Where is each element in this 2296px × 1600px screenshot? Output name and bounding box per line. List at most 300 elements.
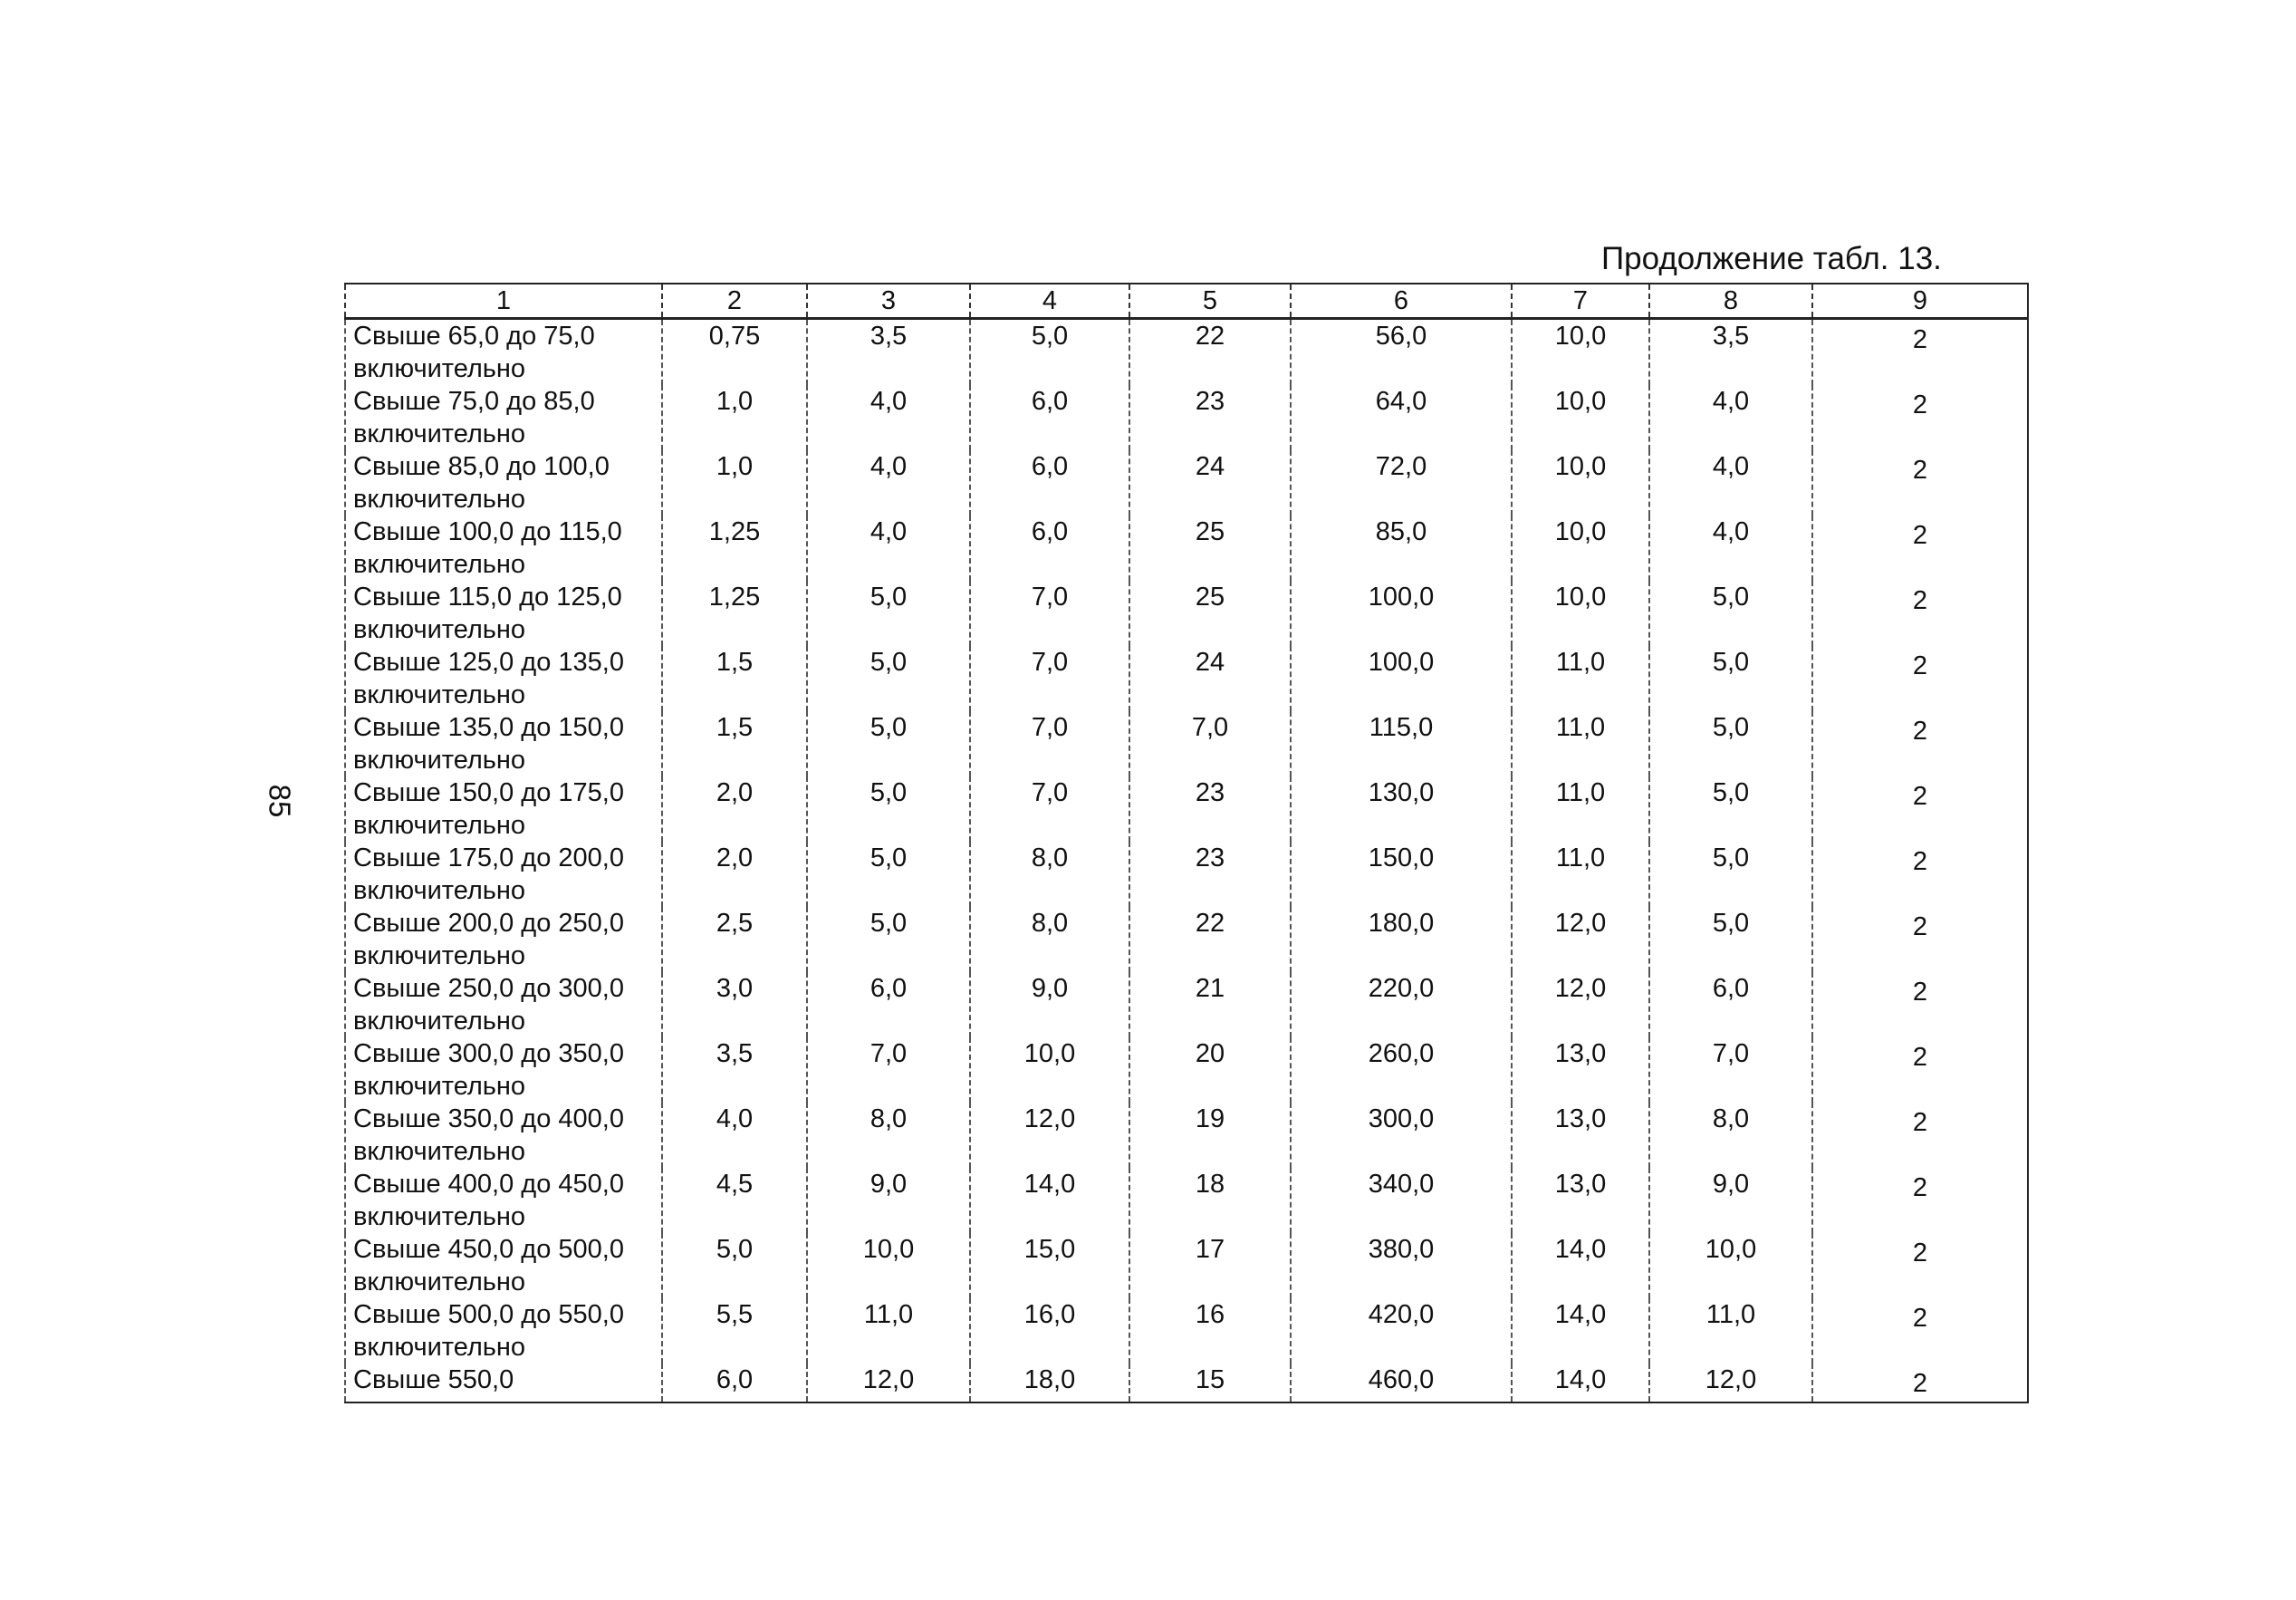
cell-col-8 [1649,1168,1812,1233]
cell-col-3 [807,1298,970,1364]
cell-col-4 [970,1364,1129,1402]
cell-col-3 [807,907,970,972]
cell-value: 85,0 [1375,517,1427,546]
cell-col-4 [970,581,1129,646]
cell-value: 16,0 [1023,1300,1076,1329]
cell-value: 25 [1195,583,1225,612]
cell-col-8 [1649,711,1812,776]
cell-col-7 [1512,1103,1649,1168]
cell-value: 0,75 [708,322,761,351]
cell-value: 4,0 [1712,387,1750,416]
cell-col-2 [662,319,807,386]
cell-col-6 [1291,319,1512,386]
cell-col-4 [970,907,1129,972]
column-header-4: 4 [970,284,1129,319]
cell-value: 16 [1195,1300,1225,1329]
column-header-6: 6 [1291,284,1512,319]
cell-value: 7,0 [1712,1039,1750,1068]
cell-value: 5,0 [869,843,908,872]
cell-col-8 [1649,1103,1812,1168]
cell-col-7 [1512,1037,1649,1103]
cell-col-5 [1129,385,1291,450]
cell-value: 2 [1912,1369,1928,1398]
cell-col-4 [970,711,1129,776]
cell-value: 4,5 [716,1170,754,1199]
cell-col-9 [1812,1298,2028,1364]
cell-value: 8,0 [869,1104,908,1133]
cell-value: 9,0 [1712,1170,1750,1199]
table-row [345,776,2028,842]
cell-value: 4,0 [716,1104,754,1133]
row-label: Свыше 100,0 до 115,0 включительно [345,516,662,581]
cell-col-6 [1291,972,1512,1037]
cell-value: 5,0 [1031,322,1069,351]
cell-value: 15,0 [1023,1235,1076,1264]
row-label: Свыше 250,0 до 300,0 включительно [345,972,662,1037]
table-row [345,319,2028,386]
table-row [345,581,2028,646]
cell-col-5 [1129,907,1291,972]
cell-col-5 [1129,1103,1291,1168]
cell-col-7 [1512,907,1649,972]
row-label: Свыше 115,0 до 125,0 включительно [345,581,662,646]
cell-col-2 [662,972,807,1037]
cell-col-9 [1812,1168,2028,1233]
cell-col-7 [1512,1364,1649,1402]
cell-value: 460,0 [1368,1365,1435,1394]
cell-col-7 [1512,1298,1649,1364]
cell-col-8 [1649,581,1812,646]
cell-col-7 [1512,581,1649,646]
cell-col-8 [1649,972,1812,1037]
cell-col-4 [970,842,1129,907]
row-label: Свыше 125,0 до 135,0 включительно [345,646,662,711]
cell-col-5 [1129,319,1291,386]
cell-value: 12,0 [862,1365,915,1394]
cell-value: 3,5 [1712,322,1750,351]
cell-col-8 [1649,385,1812,450]
table-row [345,385,2028,450]
cell-col-9 [1812,842,2028,907]
cell-col-8 [1649,907,1812,972]
cell-col-8 [1649,1364,1812,1402]
cell-col-4 [970,776,1129,842]
cell-value: 5,0 [1712,583,1750,612]
cell-value: 380,0 [1368,1235,1435,1264]
cell-col-6 [1291,1364,1512,1402]
cell-value: 10,0 [1023,1039,1076,1068]
cell-value: 2,0 [716,843,754,872]
cell-value: 5,0 [1712,909,1750,938]
cell-col-5 [1129,450,1291,516]
table-row [345,1298,2028,1364]
table-row [345,907,2028,972]
cell-col-9 [1812,1103,2028,1168]
header-row [345,284,2028,319]
cell-col-9 [1812,450,2028,516]
cell-value: 12,0 [1554,909,1607,938]
column-header-8: 8 [1649,284,1812,319]
cell-col-6 [1291,1168,1512,1233]
row-label: Свыше 350,0 до 400,0 включительно [345,1103,662,1168]
cell-col-4 [970,319,1129,386]
cell-value: 6,0 [1031,517,1069,546]
page-number: 85 [263,784,297,818]
cell-col-3 [807,319,970,386]
table-row [345,1037,2028,1103]
cell-col-4 [970,450,1129,516]
cell-value: 20 [1195,1039,1225,1068]
cell-col-9 [1812,319,2028,386]
cell-col-7 [1512,319,1649,386]
table-header [345,284,2028,319]
cell-value: 5,5 [716,1300,754,1329]
cell-value: 1,25 [708,583,761,612]
cell-value: 2 [1912,521,1928,550]
cell-col-2 [662,450,807,516]
cell-col-3 [807,646,970,711]
cell-value: 18,0 [1023,1365,1076,1394]
cell-value: 100,0 [1368,583,1435,612]
cell-col-8 [1649,319,1812,386]
cell-col-5 [1129,1364,1291,1402]
cell-col-2 [662,1233,807,1298]
cell-col-2 [662,1364,807,1402]
cell-value: 8,0 [1712,1104,1750,1133]
row-label: Свыше 400,0 до 450,0 включительно [345,1168,662,1233]
cell-value: 2 [1912,847,1928,876]
cell-col-4 [970,385,1129,450]
cell-value: 10,0 [1554,517,1607,546]
cell-col-9 [1812,972,2028,1037]
cell-value: 7,0 [1031,778,1069,807]
cell-col-3 [807,776,970,842]
cell-col-2 [662,581,807,646]
cell-col-6 [1291,907,1512,972]
cell-value: 6,0 [1031,387,1069,416]
cell-col-3 [807,1364,970,1402]
cell-col-2 [662,516,807,581]
cell-col-6 [1291,1037,1512,1103]
cell-col-8 [1649,450,1812,516]
cell-col-5 [1129,1168,1291,1233]
cell-col-4 [970,646,1129,711]
cell-value: 18 [1195,1170,1225,1199]
cell-col-2 [662,646,807,711]
cell-value: 2 [1912,782,1928,811]
cell-value: 12,0 [1023,1104,1076,1133]
cell-value: 2 [1912,1173,1928,1202]
cell-value: 3,5 [869,322,908,351]
row-label: Свыше 85,0 до 100,0 включительно [345,450,662,516]
cell-value: 4,0 [1712,517,1750,546]
cell-col-7 [1512,1233,1649,1298]
cell-col-4 [970,1298,1129,1364]
cell-value: 13,0 [1554,1170,1607,1199]
cell-value: 21 [1195,974,1225,1003]
cell-col-5 [1129,776,1291,842]
cell-value: 2 [1912,586,1928,615]
cell-value: 5,0 [869,648,908,677]
table-row [345,1168,2028,1233]
cell-value: 2 [1912,1043,1928,1072]
row-label: Свыше 75,0 до 85,0 включительно [345,385,662,450]
cell-value: 2 [1912,912,1928,941]
cell-value: 6,0 [1031,452,1069,481]
cell-col-9 [1812,581,2028,646]
row-label: Свыше 135,0 до 150,0 включительно [345,711,662,776]
table-row [345,1364,2028,1402]
cell-col-5 [1129,516,1291,581]
cell-value: 2 [1912,978,1928,1007]
cell-value: 22 [1195,909,1225,938]
cell-value: 19 [1195,1104,1225,1133]
cell-value: 5,0 [1712,843,1750,872]
cell-col-7 [1512,385,1649,450]
cell-value: 11,0 [1555,648,1606,677]
table-row [345,1233,2028,1298]
cell-col-3 [807,1168,970,1233]
cell-value: 5,0 [869,909,908,938]
table-row [345,711,2028,776]
cell-value: 6,0 [1712,974,1750,1003]
cell-value: 14,0 [1023,1170,1076,1199]
cell-value: 260,0 [1368,1039,1435,1068]
cell-col-3 [807,1103,970,1168]
cell-value: 180,0 [1368,909,1435,938]
cell-col-9 [1812,1037,2028,1103]
cell-col-5 [1129,1298,1291,1364]
cell-value: 9,0 [869,1170,908,1199]
column-header-5: 5 [1129,284,1291,319]
cell-value: 1,5 [716,713,754,742]
cell-value: 22 [1195,322,1225,351]
data-table [344,283,2029,1403]
cell-col-2 [662,385,807,450]
table-row [345,646,2028,711]
cell-col-6 [1291,646,1512,711]
cell-value: 6,0 [869,974,908,1003]
cell-col-5 [1129,842,1291,907]
cell-value: 13,0 [1554,1104,1607,1133]
cell-value: 23 [1195,387,1225,416]
cell-value: 11,0 [1555,778,1606,807]
cell-col-3 [807,711,970,776]
column-header-2: 2 [662,284,807,319]
cell-col-7 [1512,516,1649,581]
cell-col-4 [970,1233,1129,1298]
cell-value: 1,25 [708,517,761,546]
cell-value: 7,0 [1191,713,1229,742]
cell-value: 56,0 [1375,322,1427,351]
cell-col-2 [662,842,807,907]
cell-value: 2 [1912,1304,1928,1333]
cell-col-8 [1649,776,1812,842]
cell-value: 10,0 [1554,387,1607,416]
cell-col-5 [1129,646,1291,711]
cell-col-5 [1129,711,1291,776]
cell-value: 25 [1195,517,1225,546]
cell-value: 11,0 [863,1300,914,1329]
cell-col-3 [807,450,970,516]
cell-col-7 [1512,646,1649,711]
cell-col-5 [1129,972,1291,1037]
cell-col-3 [807,516,970,581]
cell-col-6 [1291,842,1512,907]
cell-value: 5,0 [869,778,908,807]
cell-value: 12,0 [1705,1365,1757,1394]
cell-col-2 [662,711,807,776]
cell-value: 2 [1912,1108,1928,1137]
cell-col-2 [662,907,807,972]
cell-value: 14,0 [1554,1235,1607,1264]
row-label: Свыше 550,0 [345,1364,662,1402]
cell-value: 300,0 [1368,1104,1435,1133]
column-header-1: 1 [345,284,662,319]
cell-value: 13,0 [1554,1039,1607,1068]
cell-value: 24 [1195,648,1225,677]
cell-value: 23 [1195,843,1225,872]
cell-value: 5,0 [1712,648,1750,677]
cell-value: 10,0 [1705,1235,1757,1264]
cell-value: 7,0 [1031,648,1069,677]
cell-col-2 [662,776,807,842]
cell-col-6 [1291,1233,1512,1298]
column-header-3: 3 [807,284,970,319]
table-caption: Продолжение табл. 13. [1601,241,1942,276]
table-row [345,842,2028,907]
cell-col-3 [807,581,970,646]
cell-value: 8,0 [1031,843,1069,872]
cell-value: 72,0 [1375,452,1427,481]
cell-value: 340,0 [1368,1170,1435,1199]
cell-value: 14,0 [1554,1300,1607,1329]
cell-col-7 [1512,776,1649,842]
cell-value: 14,0 [1554,1365,1607,1394]
cell-col-6 [1291,385,1512,450]
cell-value: 220,0 [1368,974,1435,1003]
cell-value: 2 [1912,717,1928,746]
cell-value: 2 [1912,651,1928,680]
cell-value: 3,0 [716,974,754,1003]
table-row [345,516,2028,581]
cell-value: 4,0 [1712,452,1750,481]
cell-value: 64,0 [1375,387,1427,416]
cell-value: 3,5 [716,1039,754,1068]
cell-col-7 [1512,711,1649,776]
cell-value: 1,0 [716,452,754,481]
cell-col-3 [807,842,970,907]
cell-value: 8,0 [1031,909,1069,938]
cell-col-5 [1129,1037,1291,1103]
cell-value: 5,0 [716,1235,754,1264]
cell-col-9 [1812,1364,2028,1402]
cell-value: 12,0 [1554,974,1607,1003]
cell-value: 2,5 [716,909,754,938]
cell-value: 24 [1195,452,1225,481]
cell-value: 10,0 [862,1235,915,1264]
row-label: Свыше 450,0 до 500,0 включительно [345,1233,662,1298]
column-header-9: 9 [1812,284,2028,319]
cell-col-6 [1291,450,1512,516]
cell-col-2 [662,1037,807,1103]
table-body [345,319,2028,1403]
cell-col-9 [1812,776,2028,842]
cell-col-4 [970,1103,1129,1168]
cell-value: 2 [1912,325,1928,354]
cell-value: 11,0 [1555,843,1606,872]
cell-value: 4,0 [869,452,908,481]
cell-value: 4,0 [869,387,908,416]
cell-col-4 [970,1037,1129,1103]
cell-col-7 [1512,842,1649,907]
cell-value: 2,0 [716,778,754,807]
cell-col-3 [807,385,970,450]
cell-col-6 [1291,711,1512,776]
cell-col-6 [1291,581,1512,646]
cell-value: 7,0 [1031,713,1069,742]
cell-value: 115,0 [1369,713,1434,742]
cell-col-8 [1649,1298,1812,1364]
cell-col-2 [662,1298,807,1364]
cell-col-3 [807,1233,970,1298]
cell-value: 10,0 [1554,452,1607,481]
cell-col-9 [1812,1233,2028,1298]
cell-col-9 [1812,907,2028,972]
cell-value: 2 [1912,456,1928,485]
column-header-7: 7 [1512,284,1649,319]
cell-col-8 [1649,1037,1812,1103]
cell-col-4 [970,972,1129,1037]
cell-col-9 [1812,711,2028,776]
cell-col-2 [662,1168,807,1233]
cell-col-5 [1129,1233,1291,1298]
cell-value: 15 [1195,1365,1225,1394]
cell-col-7 [1512,972,1649,1037]
cell-value: 7,0 [1031,583,1069,612]
cell-col-8 [1649,646,1812,711]
cell-value: 5,0 [869,583,908,612]
cell-col-9 [1812,646,2028,711]
cell-col-5 [1129,581,1291,646]
cell-value: 4,0 [869,517,908,546]
cell-col-3 [807,1037,970,1103]
cell-col-3 [807,972,970,1037]
cell-value: 5,0 [1712,713,1750,742]
table-row [345,1103,2028,1168]
cell-value: 420,0 [1368,1300,1435,1329]
row-label: Свыше 175,0 до 200,0 включительно [345,842,662,907]
table-row [345,972,2028,1037]
cell-value: 2 [1912,1239,1928,1267]
cell-value: 100,0 [1368,648,1435,677]
cell-value: 9,0 [1031,974,1069,1003]
cell-col-9 [1812,385,2028,450]
row-label: Свыше 65,0 до 75,0 включительно [345,319,662,386]
cell-value: 150,0 [1368,843,1435,872]
cell-col-8 [1649,1233,1812,1298]
cell-col-6 [1291,516,1512,581]
cell-value: 10,0 [1554,322,1607,351]
cell-value: 11,0 [1705,1300,1756,1329]
cell-col-4 [970,1168,1129,1233]
cell-col-6 [1291,776,1512,842]
cell-value: 17 [1195,1235,1225,1264]
cell-col-8 [1649,516,1812,581]
cell-value: 23 [1195,778,1225,807]
table-row [345,450,2028,516]
cell-col-4 [970,516,1129,581]
